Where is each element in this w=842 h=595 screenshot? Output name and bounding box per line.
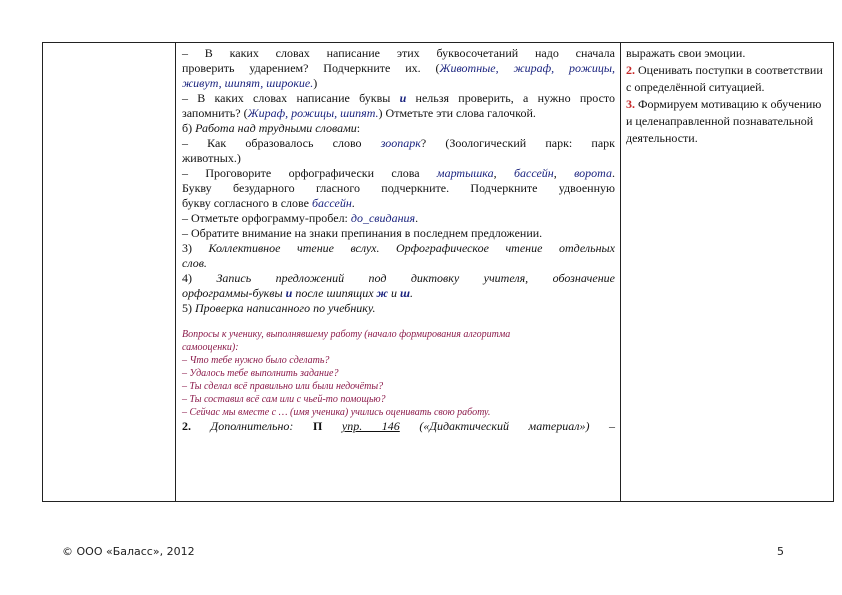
questions-title-cont: самооценки): <box>182 342 239 353</box>
additional-task: 2. Дополнительно: П упр. 146 («Дидактический материал») – <box>182 419 615 433</box>
outcome-item: выражать свои эмоции. <box>626 46 746 60</box>
outcome-item: 2. Оценивать поступки в соответствии с определённой ситуацией. <box>626 63 823 94</box>
list-item: – Удалось тебе выполнить задание? <box>182 368 339 379</box>
activity-cell: – В каких словах написание этих буквосочетаний надо сначала проверить ударением? Подчеркните их. (Животные, жираф, рожицы, живут, шипят, широкие.) – В каких словах написание буквы и нельзя проверить, а нужно просто запомнить? (Жираф, рожицы, шипят.) Отметьте эти слова галочкой. б) Работа над трудными словами: – Как образовалось слово зоопарк? (Зоологический парк: парк животных.) – Проговорите орфографически слова мартышка, бассейн, ворота. Букву безударного гласного подчеркните. Подчеркните удвоенную букву согласного в слове бассейн. – Отметьте орфограмму-пробел: до_свидания. – Обратите внимание на знаки препинания в последнем предложении. 3) Коллективное чтение вслух. Орфографическое чтение отдельных слов. 4) Запись предложений под диктовку учителя, обозначение орфограммы-буквы и после шипящих ж и ш. 5) Проверка написанного по учебнику. Вопросы к ученику, выполнявшему работу (начало формирования алгоритма самооценки): – Что тебе нужно было сделать? – Удалось тебе выполнить задание? – Ты сделал всё правильно или были недочёты? – Ты составил всё сам или с чьей-то помощью? – Сейчас мы вместе с … (имя ученика) учились оценивать свою работу. 2. Дополнительно: П упр. 146 («Дидактический материал») – <box>176 43 621 502</box>
table-row <box>43 43 834 502</box>
list-item: – Что тебе нужно было сделать? <box>182 355 330 366</box>
outcome-item: 3. Формируем мотивацию к обучению и целенаправленной познавательной деятельности. <box>626 97 822 145</box>
exercise-link[interactable]: упр. 146 <box>341 419 400 433</box>
copyright: © ООО «Баласс», 2012 <box>62 545 195 558</box>
list-item: – Ты сделал всё правильно или были недочёты? <box>182 381 384 392</box>
page-number: 5 <box>777 545 784 558</box>
list-item: – Ты составил всё сам или с чьей-то помощью? <box>182 394 386 405</box>
lesson-table <box>42 42 834 502</box>
list-item: – Сейчас мы вместе с … (имя ученика) учились оценивать свою работу. <box>182 407 491 418</box>
questions-title: Вопросы к ученику, выполнявшему работу (начало формирования алгоритма <box>182 329 511 340</box>
self-assessment-questions <box>182 328 615 419</box>
stage-cell <box>43 43 176 502</box>
outcomes-cell <box>621 43 834 502</box>
